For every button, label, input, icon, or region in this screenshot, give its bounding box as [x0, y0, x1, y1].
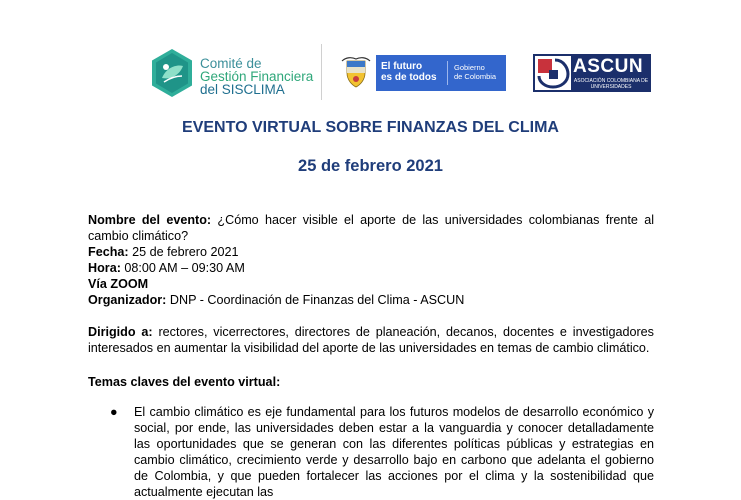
comite-logo	[150, 48, 315, 102]
hexagon-leaf-icon	[150, 48, 194, 98]
event-date-label: Fecha:	[88, 245, 129, 259]
event-via-row	[88, 276, 654, 292]
document-title: EVENTO VIRTUAL SOBRE FINANZAS DEL CLIMA	[182, 119, 559, 136]
gobierno-slogan	[381, 61, 437, 83]
event-details	[88, 212, 654, 308]
gobierno-name	[454, 63, 496, 81]
header-logos	[0, 44, 741, 106]
topic-text: El cambio climático es eje fundamental para los futuros modelos de desarrollo económico y social, por ende, las universidades deben estar a la vanguardia y conocer detalladamente las oportunidades que se generan con las diferentes políticas públicas y estrategias en cambio climático, crecimiento verde y desarrollo bajo en carbono que adelanta el gobierno de Colombia, y que pueden fortalecer las acciones por el clima y la sostenibilidad que actualmente ejecutan las	[134, 405, 654, 499]
gobierno-slogan-line2: es de todos	[381, 72, 437, 83]
event-name-row	[88, 212, 654, 244]
event-time-label: Hora:	[88, 261, 121, 275]
event-name-label: Nombre del evento:	[88, 213, 212, 227]
gobierno-logo	[338, 55, 506, 91]
event-via: Vía ZOOM	[88, 277, 149, 291]
topics-heading: Temas claves del evento virtual:	[88, 375, 281, 389]
event-time-value: 08:00 AM – 09:30 AM	[120, 261, 245, 275]
gobierno-badge-divider	[447, 61, 448, 85]
gobierno-name-line1: Gobierno	[454, 63, 485, 72]
event-time-row	[88, 260, 654, 276]
logo-divider	[321, 44, 322, 100]
comite-logo-text	[200, 57, 313, 96]
audience-label: Dirigido a:	[88, 325, 153, 339]
gobierno-name-line2: de Colombia	[454, 72, 497, 81]
ascun-logo	[533, 54, 651, 92]
event-name-value: ¿Cómo hacer visible el aporte de las universidades colombianas frente al cambio climático?	[88, 213, 655, 243]
document-date-heading: 25 de febrero 2021	[298, 157, 443, 175]
event-organizer-value: DNP - Coordinación de Finanzas del Clima - ASCUN	[166, 293, 465, 307]
ascun-subtitle: ASOCIACIÓN COLOMBIANA DE UNIVERSIDADES	[573, 78, 649, 90]
event-organizer-label: Organizador:	[88, 293, 167, 307]
comite-line3: del SISCLIMA	[200, 82, 285, 97]
bullet-icon: ●	[110, 405, 118, 419]
gobierno-badge	[376, 55, 506, 91]
ascun-symbol-icon	[535, 56, 571, 90]
audience-paragraph	[88, 324, 654, 356]
comite-line1: Comité de	[200, 56, 262, 71]
audience-value: rectores, vicerrectores, directores de planeación, decanos, docentes e investigadores interesados en aumentar la visibilidad del aporte de las universidades en temas de cambio climático.	[88, 325, 654, 355]
comite-line2: Gestión Financiera	[200, 69, 314, 84]
coat-of-arms-icon	[338, 55, 374, 91]
event-date-value: 25 de febrero 2021	[128, 245, 239, 259]
ascun-name: ASCUN	[573, 56, 644, 77]
gobierno-slogan-line1: El futuro	[381, 61, 423, 72]
event-date-row	[88, 244, 654, 260]
event-organizer-row	[88, 292, 654, 308]
